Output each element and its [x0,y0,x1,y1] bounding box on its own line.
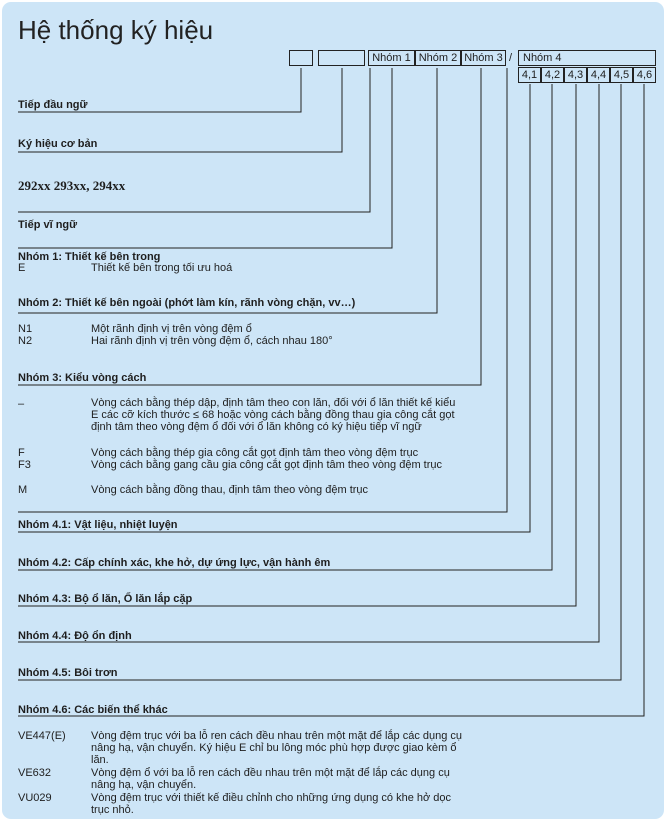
subgroup-box-4-4: 4,4 [587,67,610,83]
heading-suffix: Tiếp vĩ ngữ [18,219,78,231]
g46-desc: Vòng đệm trục với ba lỗ ren cách đều nhau trên một mặt để lắp các dụng cụ nâng hạ, vận chuyển. Ký hiệu E chỉ bu lông móc phù hợp được giao kèm ổ lăn. [91,730,463,766]
group-box-1: Nhóm 1 [368,50,415,66]
g3-code: – [18,398,25,410]
g46-code: VU029 [18,792,52,804]
heading-prefix: Tiếp đầu ngữ [18,99,88,111]
g46-code: VE447(E) [18,730,66,742]
g3-code: F3 [18,459,31,471]
group-box-2: Nhóm 2 [415,50,461,66]
subgroup-box-4-5: 4,5 [610,67,633,83]
g46-desc: Vòng đệm trục với thiết kế điều chỉnh cho những ứng dụng có khe hở dọc trục nhỏ. [91,792,451,816]
g46-desc: Vòng đệm ổ với ba lỗ ren cách đều nhau trên một mặt để lắp các dụng cụ nâng hạ, vận chuyển. [91,767,450,791]
heading-group-4-4: Nhóm 4.4: Độ ổn định [18,630,132,642]
g3-code: F [18,447,25,459]
group-box-3: Nhóm 3 [461,50,506,66]
heading-group-1: Nhóm 1: Thiết kế bên trong [18,251,161,263]
slash-separator: / [509,52,513,64]
g2-code: N1 [18,323,33,335]
heading-group-4-1: Nhóm 4.1: Vật liệu, nhiệt luyện [18,519,178,531]
g3-desc: Vòng cách bằng thép dập, định tâm theo con lăn, đối với ổ lăn thiết kế kiểu E các cỡ kích thước ≤ 68 hoặc vòng cách bằng đồng thau gia công cắt gọt định tâm theo vòng đệm ổ đối với ổ lăn không có ký hiệu tiếp vĩ ngữ [91,397,456,433]
g3-desc: Vòng cách bằng thép gia công cắt gọt định tâm theo vòng đệm trục [91,447,419,459]
g3-desc: Vòng cách bằng gang cầu gia công cắt gọt định tâm theo vòng đệm trục [91,459,443,471]
heading-group-4-5: Nhóm 4.5: Bôi trơn [18,667,118,679]
g3-code: M [18,484,28,496]
g2-desc: Một rãnh định vị trên vòng đệm ổ [91,323,252,335]
heading-group-4-2: Nhóm 4.2: Cấp chính xác, khe hở, dự ứng lực, vận hành êm [18,557,331,569]
g46-code: VE632 [18,767,52,779]
heading-group-4-3: Nhóm 4.3: Bộ ổ lăn, Ổ lăn lắp cặp [18,593,193,605]
g1-code: E [18,262,26,274]
subgroup-box-4-1: 4,1 [518,67,541,83]
subgroup-box-4-2: 4,2 [541,67,564,83]
g2-code: N2 [18,335,33,347]
g1-desc: Thiết kế bên trong tối ưu hoá [91,262,233,274]
heading-basic: Ký hiệu cơ bản [18,138,98,150]
subgroup-box-4-3: 4,3 [564,67,587,83]
subgroup-box-4-6: 4,6 [633,67,656,83]
g3-desc: Vòng cách bằng đồng thau, định tâm theo vòng đệm trục [91,484,369,496]
prefix-box [289,50,313,66]
page-title: Hệ thống ký hiệu [18,15,214,45]
heading-group-3: Nhóm 3: Kiểu vòng cách [18,372,147,384]
heading-group-2: Nhóm 2: Thiết kế bên ngoài (phớt làm kín, rãnh vòng chặn, vv…) [18,297,356,309]
g2-desc: Hai rãnh định vị trên vòng đệm ổ, cách nhau 180° [91,335,333,347]
basic-example: 292xx 293xx, 294xx [18,178,126,193]
group-box-4: Nhóm 4 [518,50,656,66]
heading-group-4-6: Nhóm 4.6: Các biến thể khác [18,704,168,716]
basic-box [318,50,365,66]
